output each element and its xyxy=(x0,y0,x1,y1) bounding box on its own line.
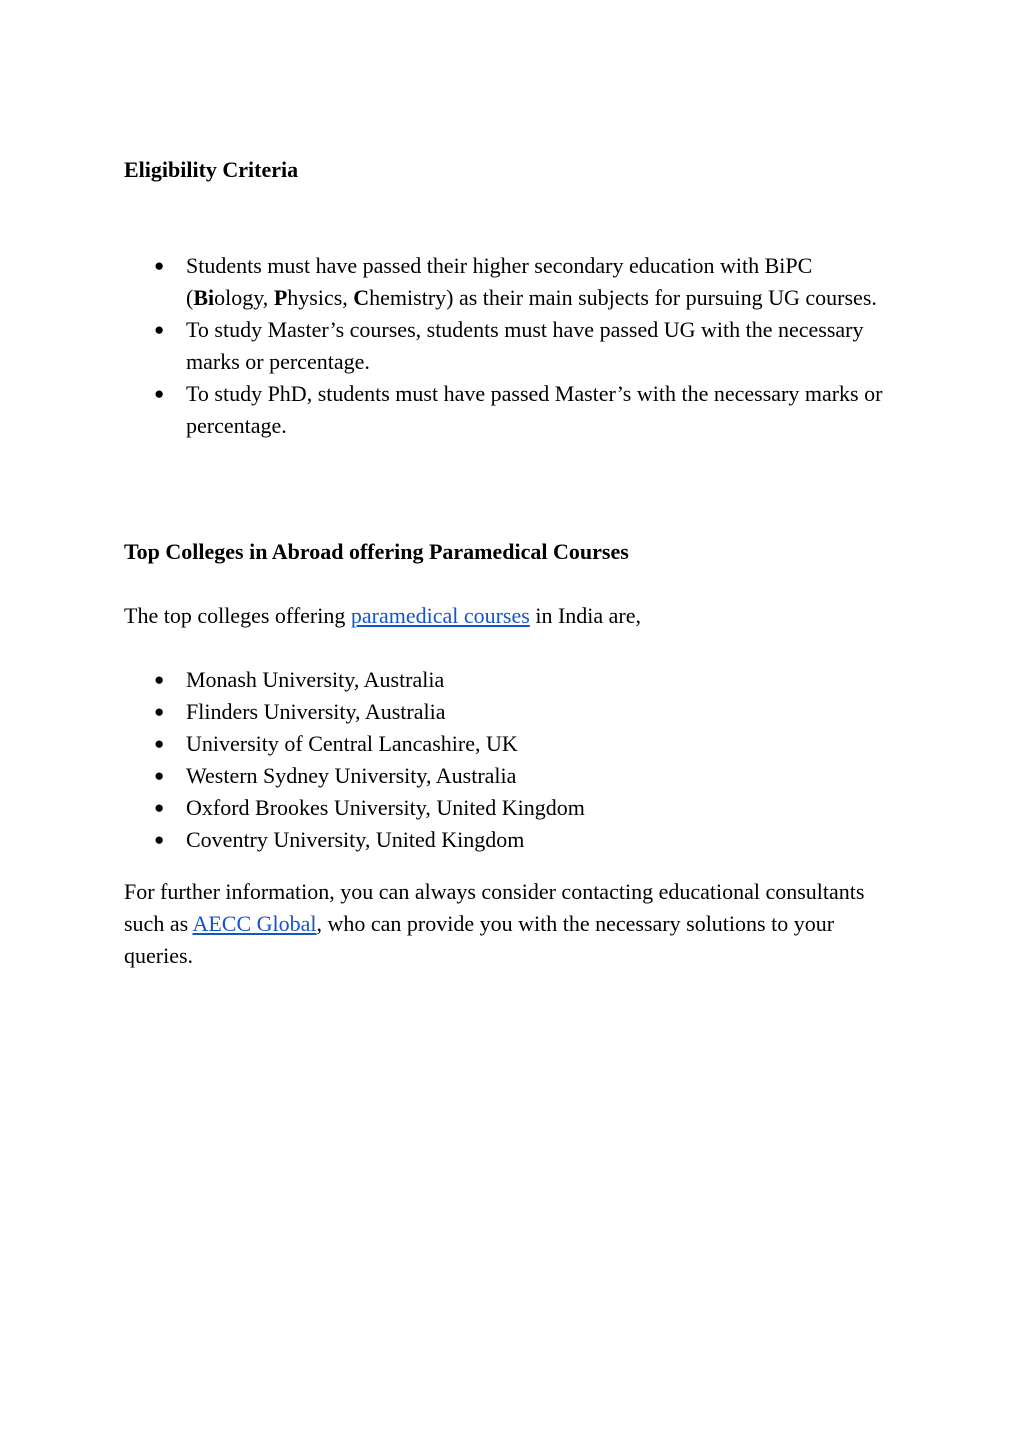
bullet-icon: ● xyxy=(154,766,165,785)
colleges-list xyxy=(124,664,884,856)
bullet-icon: ● xyxy=(154,734,165,753)
text-segment: The top colleges offering xyxy=(124,603,351,628)
bold-segment: Bi xyxy=(193,285,215,310)
college-name: Western Sydney University, Australia xyxy=(186,763,517,788)
text-segment: ology, xyxy=(214,285,274,310)
bold-segment: C xyxy=(353,285,370,310)
list-item xyxy=(124,824,884,856)
text-segment: hysics, xyxy=(287,285,354,310)
college-name: Coventry University, United Kingdom xyxy=(186,827,525,852)
paramedical-courses-link[interactable]: paramedical courses xyxy=(350,603,530,628)
top-colleges-heading: Top Colleges in Abroad offering Paramedical Courses xyxy=(124,539,629,564)
text-segment: , who can provide you with the necessary solutions to your queries. xyxy=(124,911,835,968)
text-segment: hemistry) as their main subjects for pursuing UG courses. xyxy=(369,285,877,310)
eligibility-item-text: To study PhD, students must have passed Master’s with the necessary marks or percentage. xyxy=(186,381,883,438)
intro-paragraph xyxy=(124,600,884,632)
bullet-icon: ● xyxy=(154,320,165,339)
text-segment: For further information, you can always consider contacting educational consultants such as xyxy=(124,879,865,936)
college-name: Monash University, Australia xyxy=(186,667,445,692)
bullet-icon: ● xyxy=(154,702,165,721)
list-item xyxy=(124,378,884,442)
bold-segment: P xyxy=(273,285,288,310)
text-segment: in India are, xyxy=(529,603,641,628)
list-item xyxy=(124,696,884,728)
bullet-icon: ● xyxy=(154,670,165,689)
bullet-icon: ● xyxy=(154,256,165,275)
eligibility-item-text: To study Master’s courses, students must have passed UG with the necessary marks or percentage. xyxy=(186,317,864,374)
closing-paragraph xyxy=(124,876,884,972)
list-item xyxy=(124,314,884,378)
text-segment: Students must have passed their higher secondary education with BiPC ( xyxy=(186,253,813,310)
eligibility-heading: Eligibility Criteria xyxy=(124,157,299,182)
list-item xyxy=(124,792,884,824)
bullet-icon: ● xyxy=(154,798,165,817)
bullet-icon: ● xyxy=(154,384,165,403)
college-name: University of Central Lancashire, UK xyxy=(186,731,518,756)
bullet-icon: ● xyxy=(154,830,165,849)
list-item xyxy=(124,760,884,792)
aecc-global-link[interactable]: AECC Global xyxy=(192,911,317,936)
eligibility-list xyxy=(124,250,884,442)
college-name: Flinders University, Australia xyxy=(186,699,446,724)
eligibility-item-text xyxy=(186,253,877,310)
list-item xyxy=(124,728,884,760)
list-item xyxy=(124,664,884,696)
list-item xyxy=(124,250,884,314)
college-name: Oxford Brookes University, United Kingdom xyxy=(186,795,585,820)
